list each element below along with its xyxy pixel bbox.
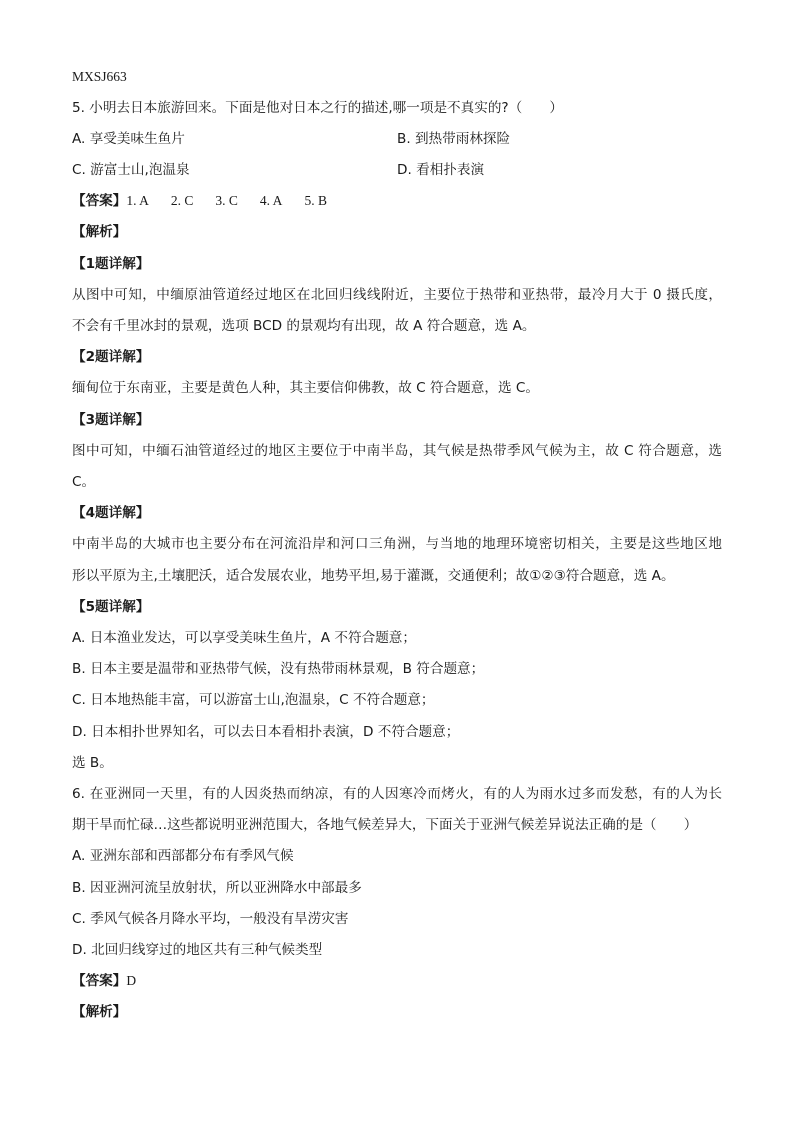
answer-item: 1. A bbox=[126, 193, 149, 208]
q6-option-d: D. 北回归线穿过的地区共有三种气候类型 bbox=[72, 942, 323, 958]
detail-5-line: A. 日本渔业发达，可以享受美味生鱼片，A 不符合题意； bbox=[72, 630, 416, 646]
detail-4-line: 中南半岛的大城市也主要分布在河流沿岸和河口三角洲，与当地的地理环境密切相关，主要是这些地区地 bbox=[72, 536, 722, 552]
detail-1-tag: 【1题详解】 bbox=[72, 256, 150, 272]
q6-answer-row bbox=[72, 971, 722, 991]
answer-tag: 【答案】 bbox=[72, 193, 127, 209]
detail-4-tag: 【4题详解】 bbox=[72, 505, 150, 521]
answer-item: 2. C bbox=[170, 193, 194, 208]
analysis-tag: 【解析】 bbox=[72, 224, 127, 240]
detail-5-line: C. 日本地热能丰富，可以游富士山,泡温泉，C 不符合题意； bbox=[72, 692, 435, 708]
detail-5-tag: 【5题详解】 bbox=[72, 599, 150, 615]
detail-3-line: 图中可知，中缅石油管道经过的地区主要位于中南半岛，其气候是热带季风气候为主，故 C 符合题意，选 bbox=[72, 443, 722, 459]
detail-4-line: 形以平原为主,土壤肥沃，适合发展农业，地势平坦,易于灌溉，交通便利；故①②③符合题意，选 A。 bbox=[72, 568, 675, 584]
q6-stem-line: 6. 在亚洲同一天里，有的人因炎热而纳凉，有的人因寒冷而烤火，有的人为雨水过多而发愁，有的人为长 bbox=[72, 786, 722, 802]
detail-1-line: 从图中可知，中缅原油管道经过地区在北回归线线附近，主要位于热带和亚热带，最冷月大于 0 摄氏度， bbox=[72, 287, 722, 303]
q6-analysis-tag: 【解析】 bbox=[72, 1004, 127, 1020]
detail-5-line: 选 B。 bbox=[72, 755, 113, 771]
q5-stem: 5. 小明去日本旅游回来。下面是他对日本之行的描述,哪一项是不真实的?（ ） bbox=[72, 100, 564, 116]
q5-option-b: B. 到热带雨林探险 bbox=[397, 131, 511, 147]
q6-answer-value: D bbox=[126, 973, 137, 988]
q5-option-d: D. 看相扑表演 bbox=[397, 162, 485, 178]
doc-code: MXSJ663 bbox=[72, 69, 127, 84]
detail-2-tag: 【2题详解】 bbox=[72, 349, 150, 365]
q6-option-a: A. 亚洲东部和西部都分布有季风气候 bbox=[72, 848, 294, 864]
detail-5-line: D. 日本相扑世界知名，可以去日本看相扑表演，D 不符合题意； bbox=[72, 724, 460, 740]
detail-3-line: C。 bbox=[72, 474, 96, 490]
q6-stem-line: 期干旱而忙碌…这些都说明亚洲范围大，各地气候差异大，下面关于亚洲气候差异说法正确的是（ ） bbox=[72, 817, 698, 833]
detail-5-line: B. 日本主要是温带和亚热带气候，没有热带雨林景观，B 符合题意； bbox=[72, 661, 485, 677]
detail-3-tag: 【3题详解】 bbox=[72, 412, 150, 428]
q5-option-c: C. 游富士山,泡温泉 bbox=[72, 162, 190, 178]
q5-option-a: A. 享受美味生鱼片 bbox=[72, 131, 185, 147]
q6-answer-tag: 【答案】 bbox=[72, 973, 127, 989]
answer-item: 4. A bbox=[259, 193, 283, 208]
answer-row bbox=[72, 191, 722, 211]
answer-item: 5. B bbox=[304, 193, 327, 208]
detail-1-line: 不会有千里冰封的景观，选项 BCD 的景观均有出现，故 A 符合题意，选 A。 bbox=[72, 318, 536, 334]
detail-2-line: 缅甸位于东南亚，主要是黄色人种，其主要信仰佛教，故 C 符合题意，选 C。 bbox=[72, 380, 539, 396]
answer-item: 3. C bbox=[215, 193, 238, 208]
q6-option-c: C. 季风气候各月降水平均，一般没有旱涝灾害 bbox=[72, 911, 349, 927]
q6-option-b: B. 因亚洲河流呈放射状，所以亚洲降水中部最多 bbox=[72, 880, 362, 896]
answer-items bbox=[126, 193, 349, 208]
